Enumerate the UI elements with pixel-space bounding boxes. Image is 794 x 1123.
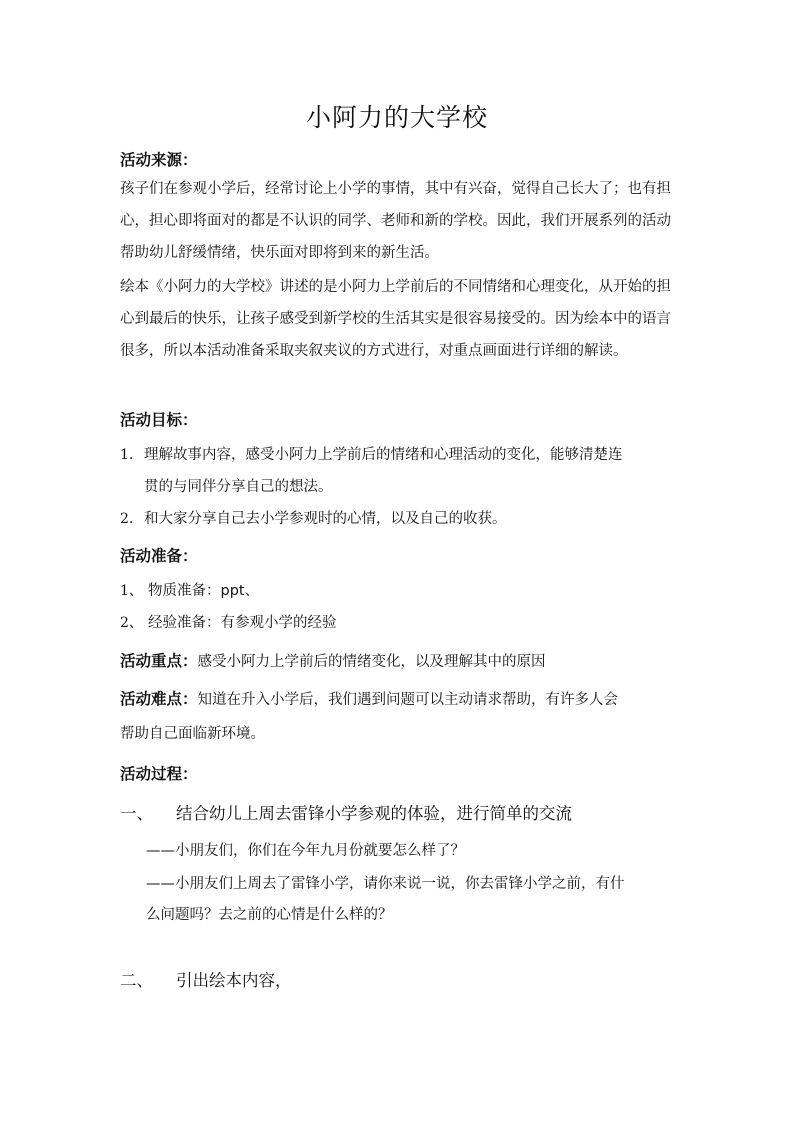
process-heading: 活动过程：: [120, 765, 198, 783]
process-question-2: ——小朋友们上周去了雷锋小学，请你来说一说，你去雷锋小学之前，有什: [146, 876, 625, 892]
goal-1-number: 1.: [120, 447, 134, 463]
goals-heading: 活动目标：: [120, 411, 198, 429]
goal-1-text: 理解故事内容，感受小阿力上学前后的情绪和心理活动的变化，能够清楚连: [144, 447, 623, 463]
source-heading: 活动来源：: [120, 151, 198, 169]
process-step-2-number: 二、: [120, 971, 153, 990]
goal-1-text-continued: 贯的与同伴分享自己的想法。: [144, 479, 333, 495]
prep-2-text: 经验准备：有参观小学的经验: [148, 615, 337, 631]
process-step-1-title: 结合幼儿上周去雷锋小学参观的体验，进行简单的交流: [176, 804, 572, 823]
goal-2-number: 2.: [120, 511, 134, 527]
prep-1-number: 1、: [120, 583, 143, 599]
prep-1-text: 物质准备：ppt、: [148, 583, 260, 599]
page-title: 小阿力的大学校: [305, 103, 488, 132]
prep-2-number: 2、: [120, 615, 143, 631]
process-question-2-continued: 么问题吗？去之前的心情是什么样的？: [146, 907, 393, 923]
key-point: [120, 650, 546, 673]
process-step-1-number: 一、: [120, 804, 153, 823]
goal-2-text: 和大家分享自己去小学参观时的心情，以及自己的收获。: [144, 511, 507, 527]
difficulty-label: 活动难点：: [120, 690, 198, 708]
prep-heading: 活动准备：: [120, 547, 198, 565]
difficulty-text-continued: 帮助自己面临新环境。: [120, 726, 265, 742]
difficulty-text: 知道在升入小学后，我们遇到问题可以主动请求帮助，有许多人会: [197, 692, 619, 708]
key-point-text: 感受小阿力上学前后的情绪变化，以及理解其中的原因: [197, 654, 546, 670]
process-question-1: ——小朋友们，你们在今年九月份就要怎么样了？: [146, 843, 465, 859]
difficulty: [120, 688, 618, 711]
key-point-label: 活动重点：: [120, 652, 198, 670]
source-paragraph-1: 孩子们在参观小学后，经常讨论上小学的事情，其中有兴奋，觉得自己长大了；也有担心，担心即将面对的都是不认识的同学、老师和新的学校。因此，我们开展系列的活动帮助幼儿舒缓情绪，快乐面对即将到来的新生活。: [120, 181, 671, 261]
process-step-2-title: 引出绘本内容，: [176, 971, 292, 990]
source-paragraph-2: 绘本《小阿力的大学校》讲述的是小阿力上学前后的不同情绪和心理变化，从开始的担心到最后的快乐，让孩子感受到新学校的生活其实是很容易接受的。因为绘本中的语言很多，所以本活动准备采取夹叙夹议的方式进行，对重点画面进行详细的解读。: [120, 279, 671, 359]
